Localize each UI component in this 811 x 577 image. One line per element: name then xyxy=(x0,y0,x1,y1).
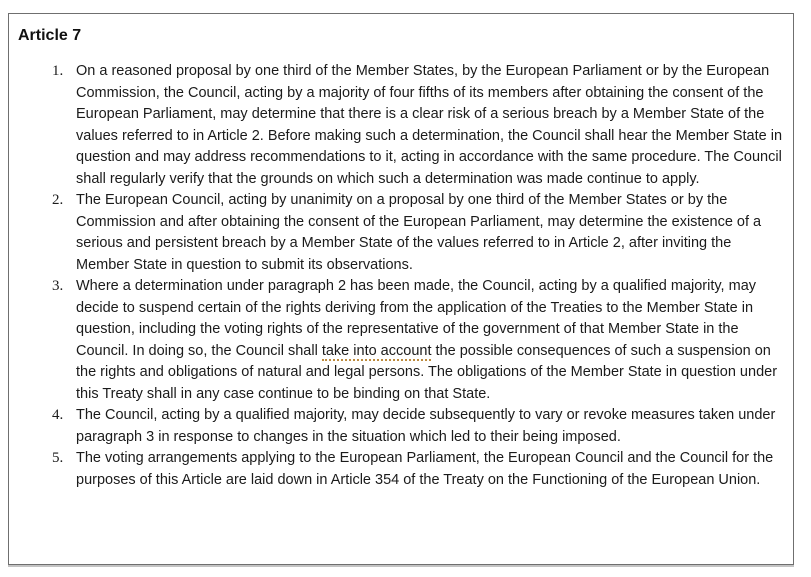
article-document xyxy=(8,13,794,565)
paragraph-text-segment: the possible consequences of such a suspension on the rights and obligations of natural and legal persons. The obligations of the Member State in question under this Treaty shall in any case continue to be binding on that State. xyxy=(76,342,778,402)
paragraph-text: The European Council, acting by unanimity on a proposal by one third of the Member States or by the Commission and after obtaining the consent of the European Parliament, may determine the existence of a serious and persistent breach by a Member State of the values referred to in Article 2, after inviting the Member State in question to submit its observations. xyxy=(76,192,762,273)
paragraph-number: 1. xyxy=(52,63,64,79)
paragraph-item-4 xyxy=(52,405,787,448)
paragraph-text-segment: Where a determination under paragraph 2 has been made, the Council, acting by a qualified majority, may decide to suspend certain of the rights deriving from the application of the Treaties to the Member State in question, including the voting rights of the representative of the government of that Member State in the Council. In doing so, the Council shall xyxy=(76,278,757,359)
paragraph-text xyxy=(76,276,787,405)
paragraph-text: The voting arrangements applying to the European Parliament, the European Council and the Council for the purposes of this Article are laid down in Article 354 of the Treaty on the Functioning of the European Union. xyxy=(76,450,774,488)
paragraph-text: The Council, acting by a qualified majority, may decide subsequently to vary or revoke measures taken under paragraph 3 in response to changes in the situation which led to their being imposed. xyxy=(76,407,776,445)
paragraph-number: 2. xyxy=(52,192,64,208)
article-title: Article 7 xyxy=(18,27,82,44)
paragraph-number: 4. xyxy=(52,407,64,423)
paragraph-item-2 xyxy=(52,190,787,276)
paragraph-item-1 xyxy=(52,61,787,190)
underlined-phrase-take-into-account[interactable]: take into account xyxy=(321,342,432,359)
paragraph-number: 3. xyxy=(52,278,64,294)
paragraph-list xyxy=(18,61,787,491)
paragraph-text: On a reasoned proposal by one third of the Member States, by the European Parliament or by the European Commission, the Council, acting by a majority of four fifths of its members after obtaining the consent of the European Parliament, may determine that there is a clear risk of a serious breach by a Member State of the values referred to in Article 2. Before making such a determination, the Council shall hear the Member State in question and may address recommendations to it, acting in accordance with the same procedure. The Council shall regularly verify that the grounds on which such a determination was made continue to apply. xyxy=(76,63,783,187)
paragraph-number: 5. xyxy=(52,450,64,466)
paragraph-item-5 xyxy=(52,448,787,491)
paragraph-item-3 xyxy=(52,276,787,405)
